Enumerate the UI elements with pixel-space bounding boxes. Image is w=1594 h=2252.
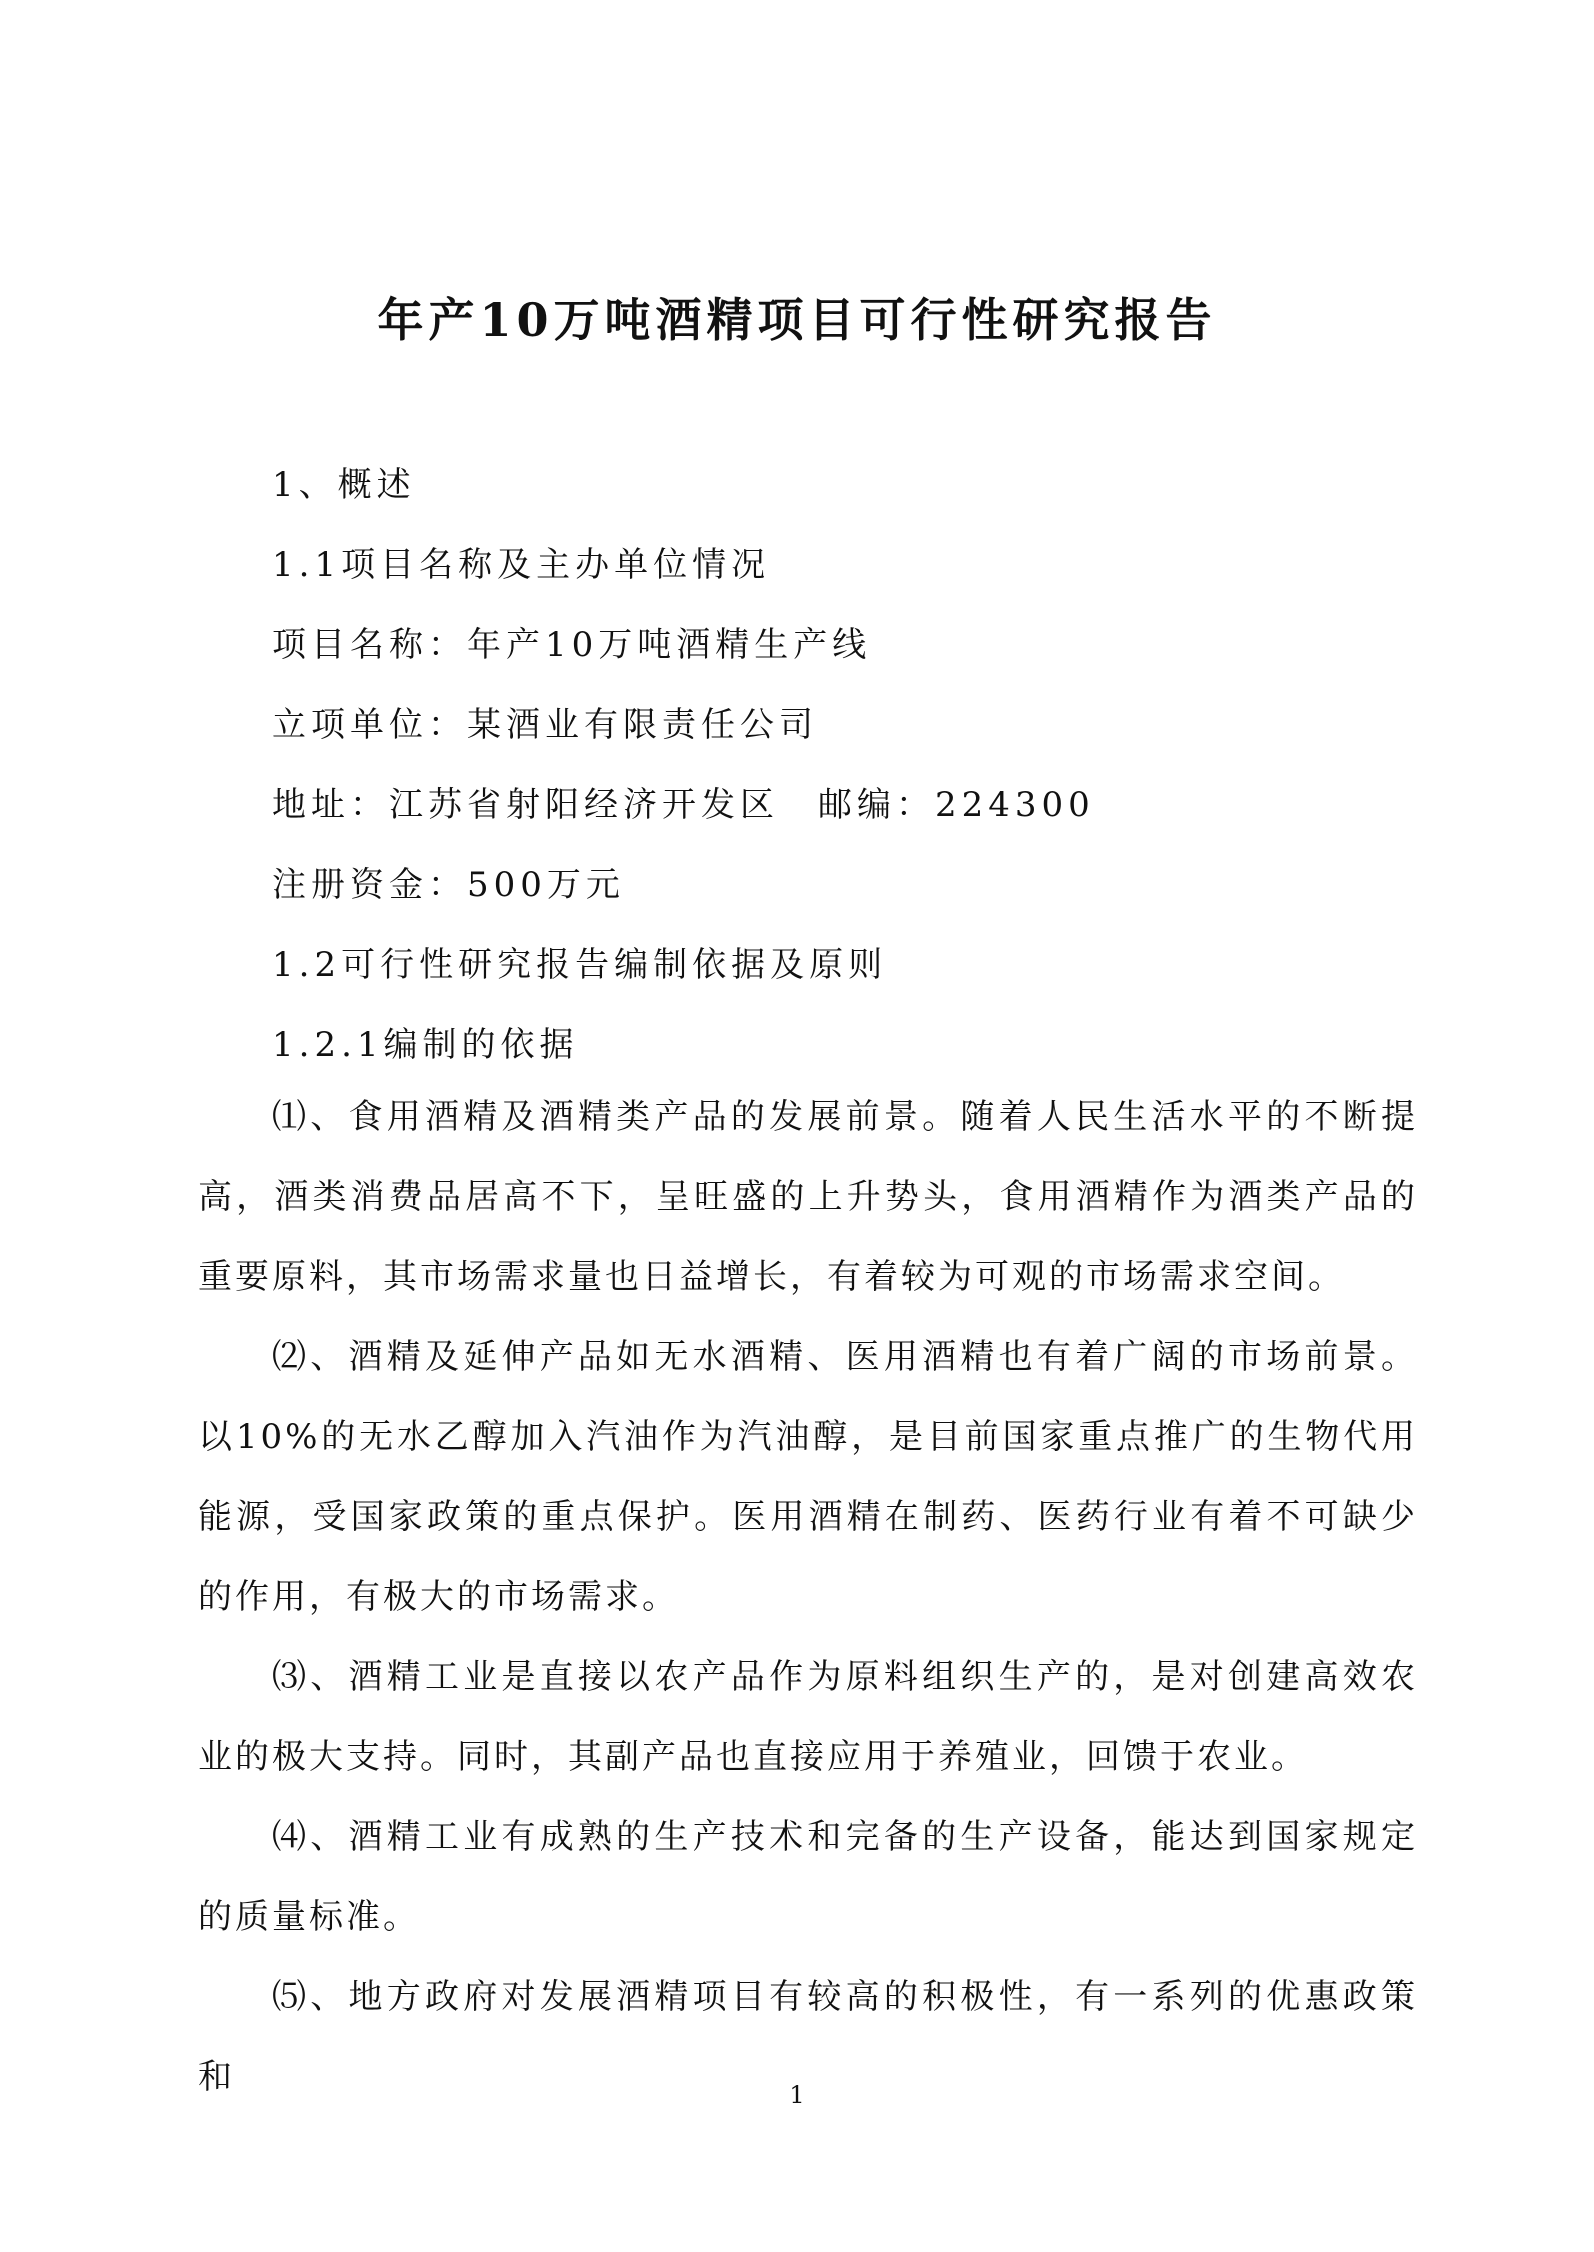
paragraph-3: ⑶、酒精工业是直接以农产品作为原料组织生产的，是对创建高效农业的极大支持。同时，其副产品也直接应用于养殖业，回馈于农业。 bbox=[198, 1657, 1418, 1777]
document-title: 年产10万吨酒精项目可行性研究报告 bbox=[377, 293, 1217, 347]
paragraph-5: ⑸、地方政府对发展酒精项目有较高的积极性，有一系列的优惠政策和 bbox=[198, 1977, 1418, 2097]
project-unit-line: 立项单位：某酒业有限责任公司 bbox=[272, 705, 818, 745]
address-line: 地址：江苏省射阳经济开发区 邮编：224300 bbox=[272, 785, 1095, 825]
paragraph-2: ⑵、酒精及延伸产品如无水酒精、医用酒精也有着广阔的市场前景。以10%的无水乙醇加入汽油作为汽油醇，是目前国家重点推广的生物代用能源，受国家政策的重点保护。医用酒精在制药、医药行业有着不可缺少的作用，有极大的市场需求。 bbox=[198, 1337, 1418, 1617]
section-heading-overview: 1、概述 bbox=[272, 465, 416, 505]
paragraph-1: ⑴、食用酒精及酒精类产品的发展前景。随着人民生活水平的不断提高，酒类消费品居高不下，呈旺盛的上升势头，食用酒精作为酒类产品的重要原料，其市场需求量也日益增长，有着较为可观的市场需求空间。 bbox=[198, 1097, 1418, 1297]
project-name-line: 项目名称：年产10万吨酒精生产线 bbox=[272, 625, 872, 665]
registered-capital-line: 注册资金：500万元 bbox=[272, 865, 625, 905]
section-heading-basis: 1.2.1编制的依据 bbox=[272, 1025, 579, 1065]
section-heading-project-info: 1.1项目名称及主办单位情况 bbox=[272, 545, 771, 585]
page-number: 1 bbox=[789, 2081, 805, 2109]
paragraph-4: ⑷、酒精工业有成熟的生产技术和完备的生产设备，能达到国家规定的质量标准。 bbox=[198, 1817, 1418, 1937]
section-heading-basis-principles: 1.2可行性研究报告编制依据及原则 bbox=[272, 945, 888, 985]
